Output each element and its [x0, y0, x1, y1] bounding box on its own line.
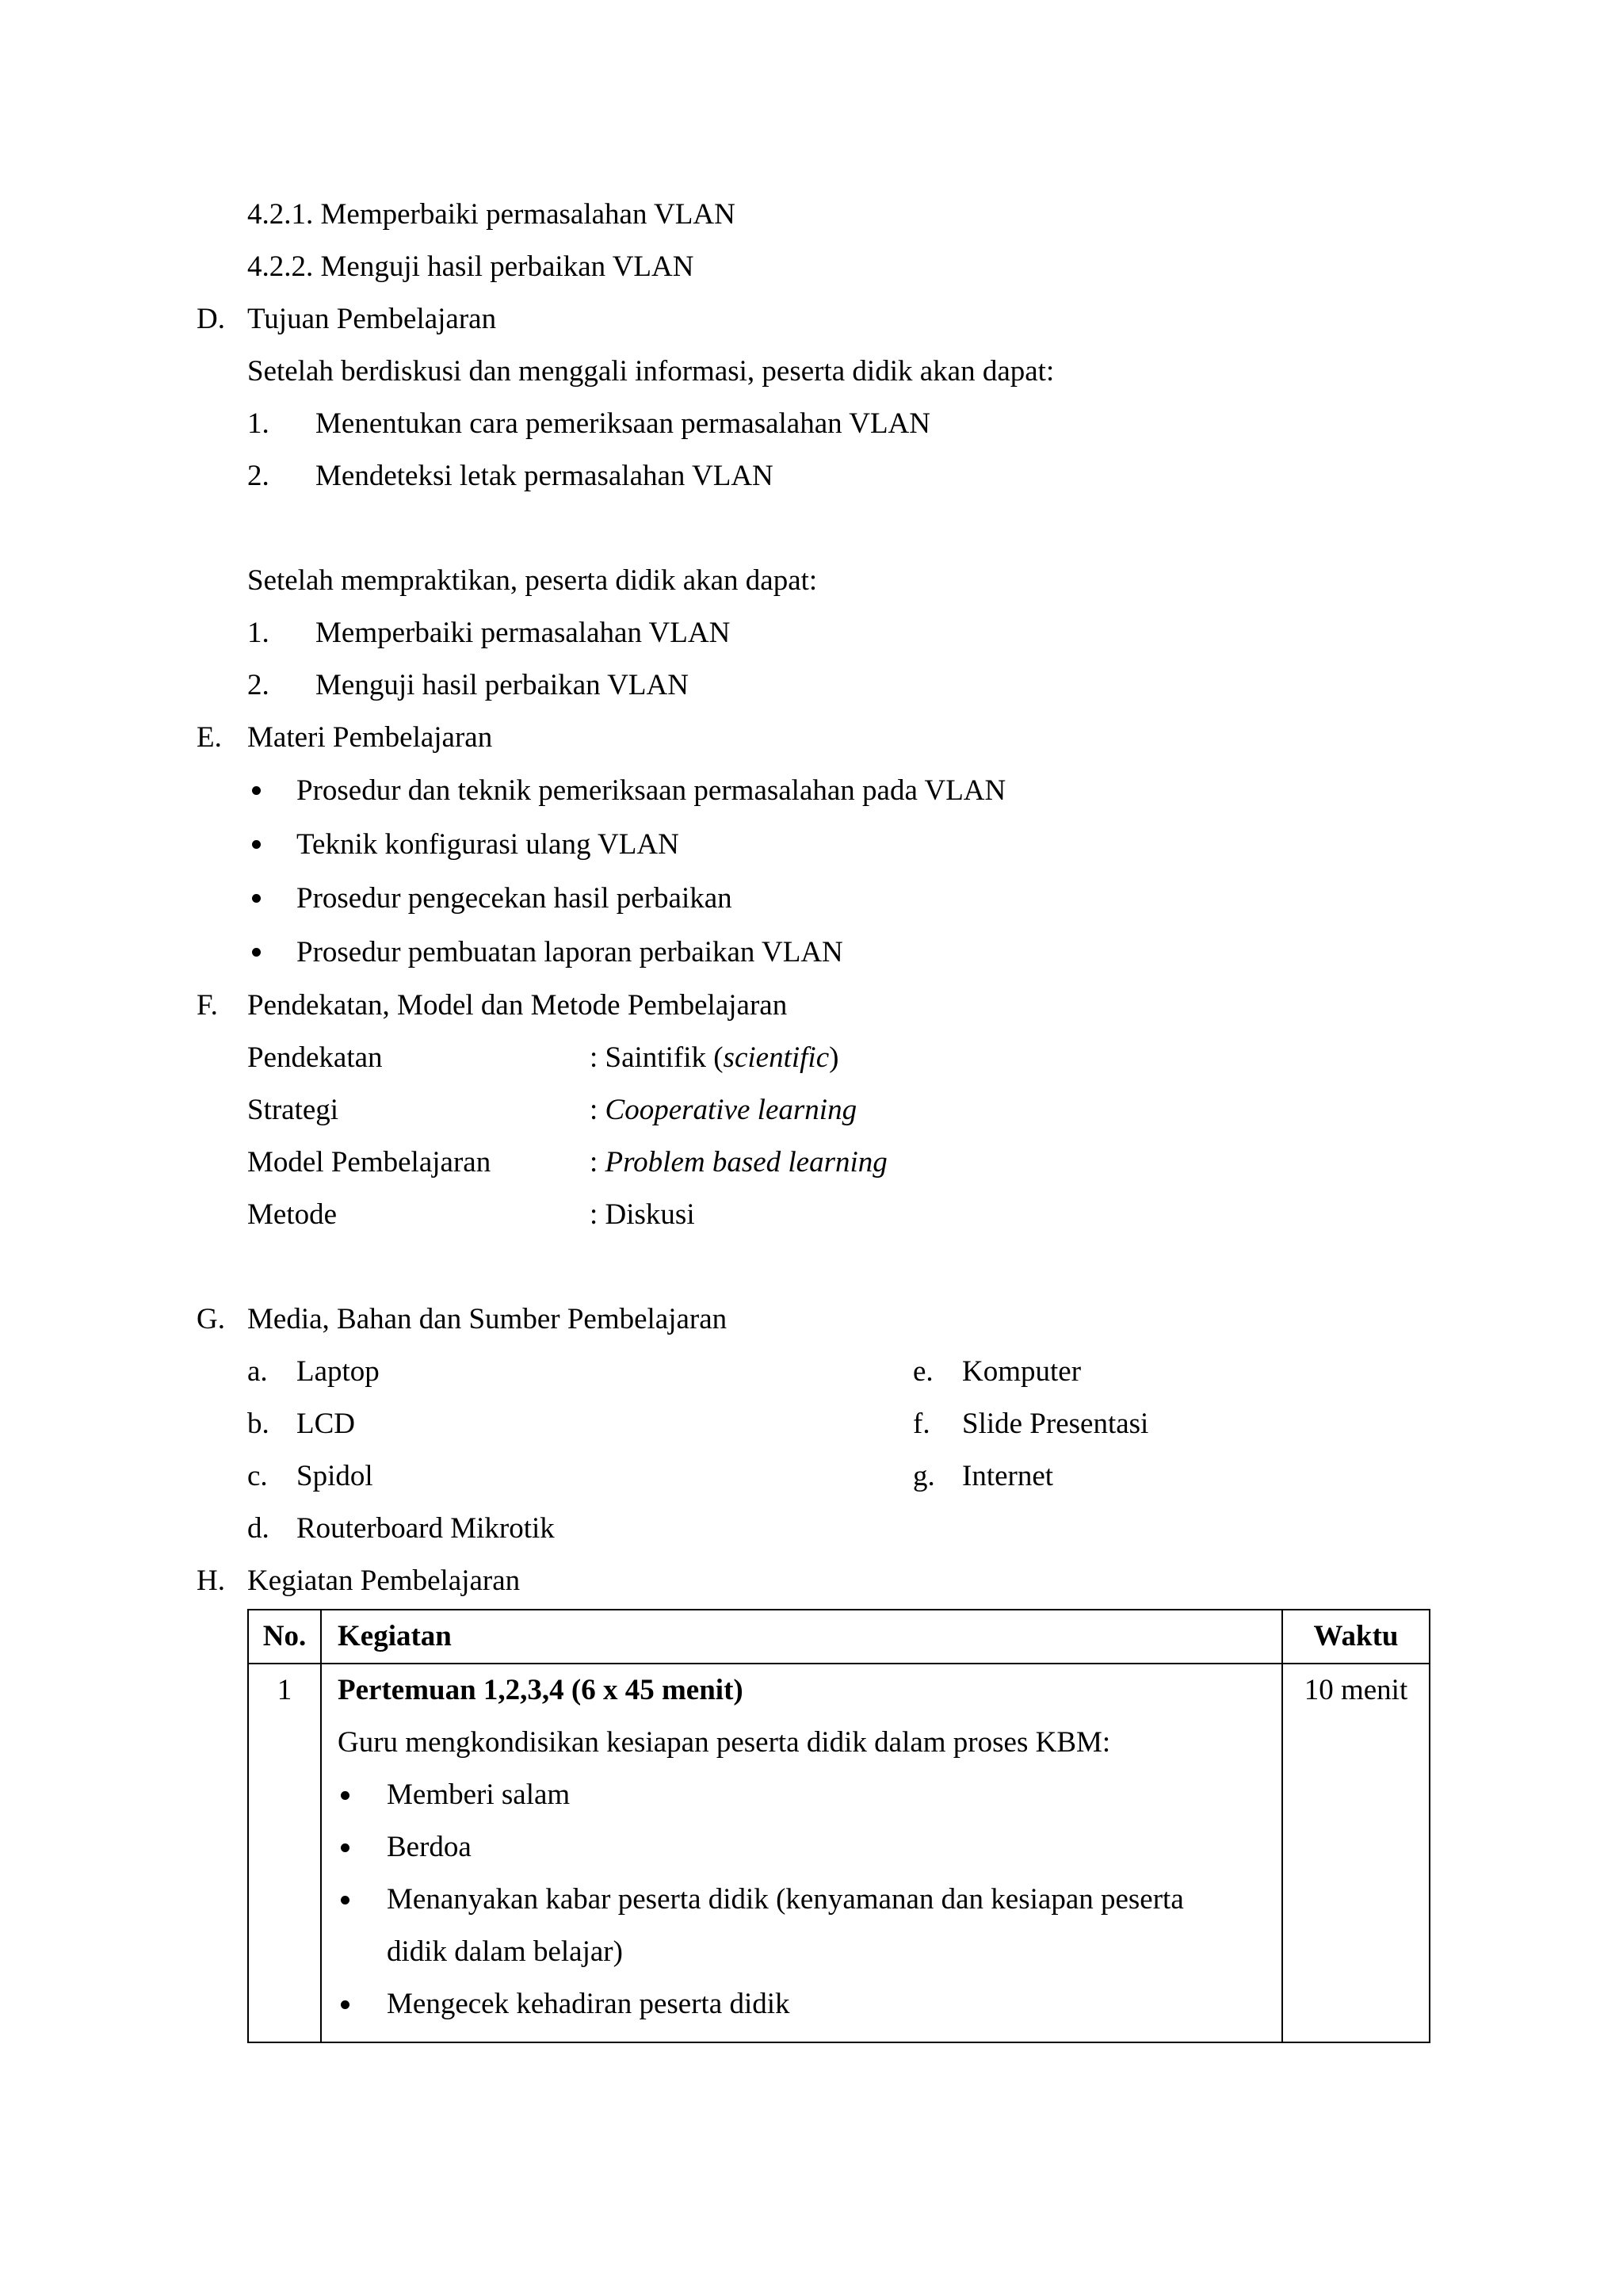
media-item: Slide Presentasi — [962, 1408, 1149, 1440]
list-letter: c. — [247, 1460, 268, 1492]
section-d-letter: D. — [197, 303, 225, 335]
bullet-icon — [341, 1843, 349, 1852]
list-item: Prosedur dan teknik pemeriksaan permasalahan pada VLAN — [296, 774, 1006, 807]
list-letter: b. — [247, 1408, 269, 1440]
subitem-4-2-2: 4.2.2. Menguji hasil perbaikan VLAN — [247, 250, 694, 283]
list-item: Menanyakan kabar peserta didik (kenyamanan dan kesiapan peserta didik dalam belajar) — [338, 1874, 1281, 1978]
section-h-letter: H. — [197, 1564, 225, 1597]
model-label: Model Pembelajaran — [247, 1146, 491, 1179]
cell-no: 1 — [248, 1664, 321, 2042]
activity-intro: Guru mengkondisikan kesiapan peserta didik dalam proses KBM: — [338, 1726, 1111, 1759]
strategy-label: Strategi — [247, 1094, 339, 1126]
media-item: Komputer — [962, 1355, 1082, 1388]
table-header-row — [248, 1610, 1430, 1664]
bullet-icon — [252, 840, 261, 849]
bullet-icon — [341, 1791, 349, 1800]
approach-label: Pendekatan — [247, 1041, 383, 1074]
list-item: Mendeteksi letak permasalahan VLAN — [315, 460, 773, 492]
list-letter: e. — [913, 1355, 934, 1388]
header-no: No. — [248, 1610, 321, 1664]
section-d-intro-1: Setelah berdiskusi dan menggali informasi, peserta didik akan dapat: — [247, 355, 1055, 388]
model-value: : Problem based learning — [590, 1146, 888, 1179]
media-item: LCD — [296, 1408, 355, 1440]
bullet-icon — [252, 948, 261, 957]
section-e-letter: E. — [197, 721, 222, 754]
section-f-title: Pendekatan, Model dan Metode Pembelajaran — [247, 989, 788, 1022]
list-item: Mengecek kehadiran peserta didik — [338, 1978, 1281, 2030]
list-item: Prosedur pengecekan hasil perbaikan — [296, 882, 732, 915]
list-item: Teknik konfigurasi ulang VLAN — [296, 828, 679, 861]
list-item: Prosedur pembuatan laporan perbaikan VLAN — [296, 936, 843, 968]
activity-table — [247, 1609, 1430, 2043]
bullet-icon — [341, 2000, 349, 2009]
section-g-title: Media, Bahan dan Sumber Pembelajaran — [247, 1303, 727, 1335]
bullet-icon — [341, 1896, 349, 1904]
strategy-value: : Cooperative learning — [590, 1094, 857, 1126]
list-letter: f. — [913, 1408, 930, 1440]
list-letter: a. — [247, 1355, 268, 1388]
subitem-4-2-1: 4.2.1. Memperbaiki permasalahan VLAN — [247, 198, 735, 231]
table-row — [248, 1664, 1430, 2042]
section-d-title: Tujuan Pembelajaran — [247, 303, 497, 335]
meeting-title: Pertemuan 1,2,3,4 (6 x 45 menit) — [338, 1674, 743, 1706]
bullet-icon — [252, 894, 261, 903]
approach-value: : Saintifik (scientific) — [590, 1041, 839, 1074]
list-item: Memperbaiki permasalahan VLAN — [315, 617, 731, 649]
cell-kegiatan — [321, 1664, 1282, 2042]
media-item: Laptop — [296, 1355, 380, 1388]
list-letter: g. — [913, 1460, 935, 1492]
list-item: Berdoa — [338, 1821, 1281, 1874]
list-number: 2. — [247, 669, 269, 701]
cell-waktu: 10 menit — [1282, 1664, 1430, 2042]
method-value: : Diskusi — [590, 1198, 695, 1231]
section-f-letter: F. — [197, 989, 218, 1022]
section-h-title: Kegiatan Pembelajaran — [247, 1564, 521, 1597]
list-item: Menentukan cara pemeriksaan permasalahan VLAN — [315, 407, 930, 440]
method-label: Metode — [247, 1198, 338, 1231]
header-kegiatan: Kegiatan — [321, 1610, 1282, 1664]
list-item: Menguji hasil perbaikan VLAN — [315, 669, 689, 701]
header-waktu: Waktu — [1282, 1610, 1430, 1664]
activity-list — [338, 1769, 1281, 2042]
list-number: 2. — [247, 460, 269, 492]
list-number: 1. — [247, 617, 269, 649]
media-item: Internet — [962, 1460, 1054, 1492]
section-g-letter: G. — [197, 1303, 225, 1335]
list-number: 1. — [247, 407, 269, 440]
section-e-title: Materi Pembelajaran — [247, 721, 493, 754]
list-letter: d. — [247, 1512, 269, 1545]
media-item: Routerboard Mikrotik — [296, 1512, 555, 1545]
bullet-icon — [252, 786, 261, 795]
list-item: Memberi salam — [338, 1769, 1281, 1821]
section-d-intro-2: Setelah mempraktikan, peserta didik akan dapat: — [247, 564, 818, 597]
media-item: Spidol — [296, 1460, 373, 1492]
